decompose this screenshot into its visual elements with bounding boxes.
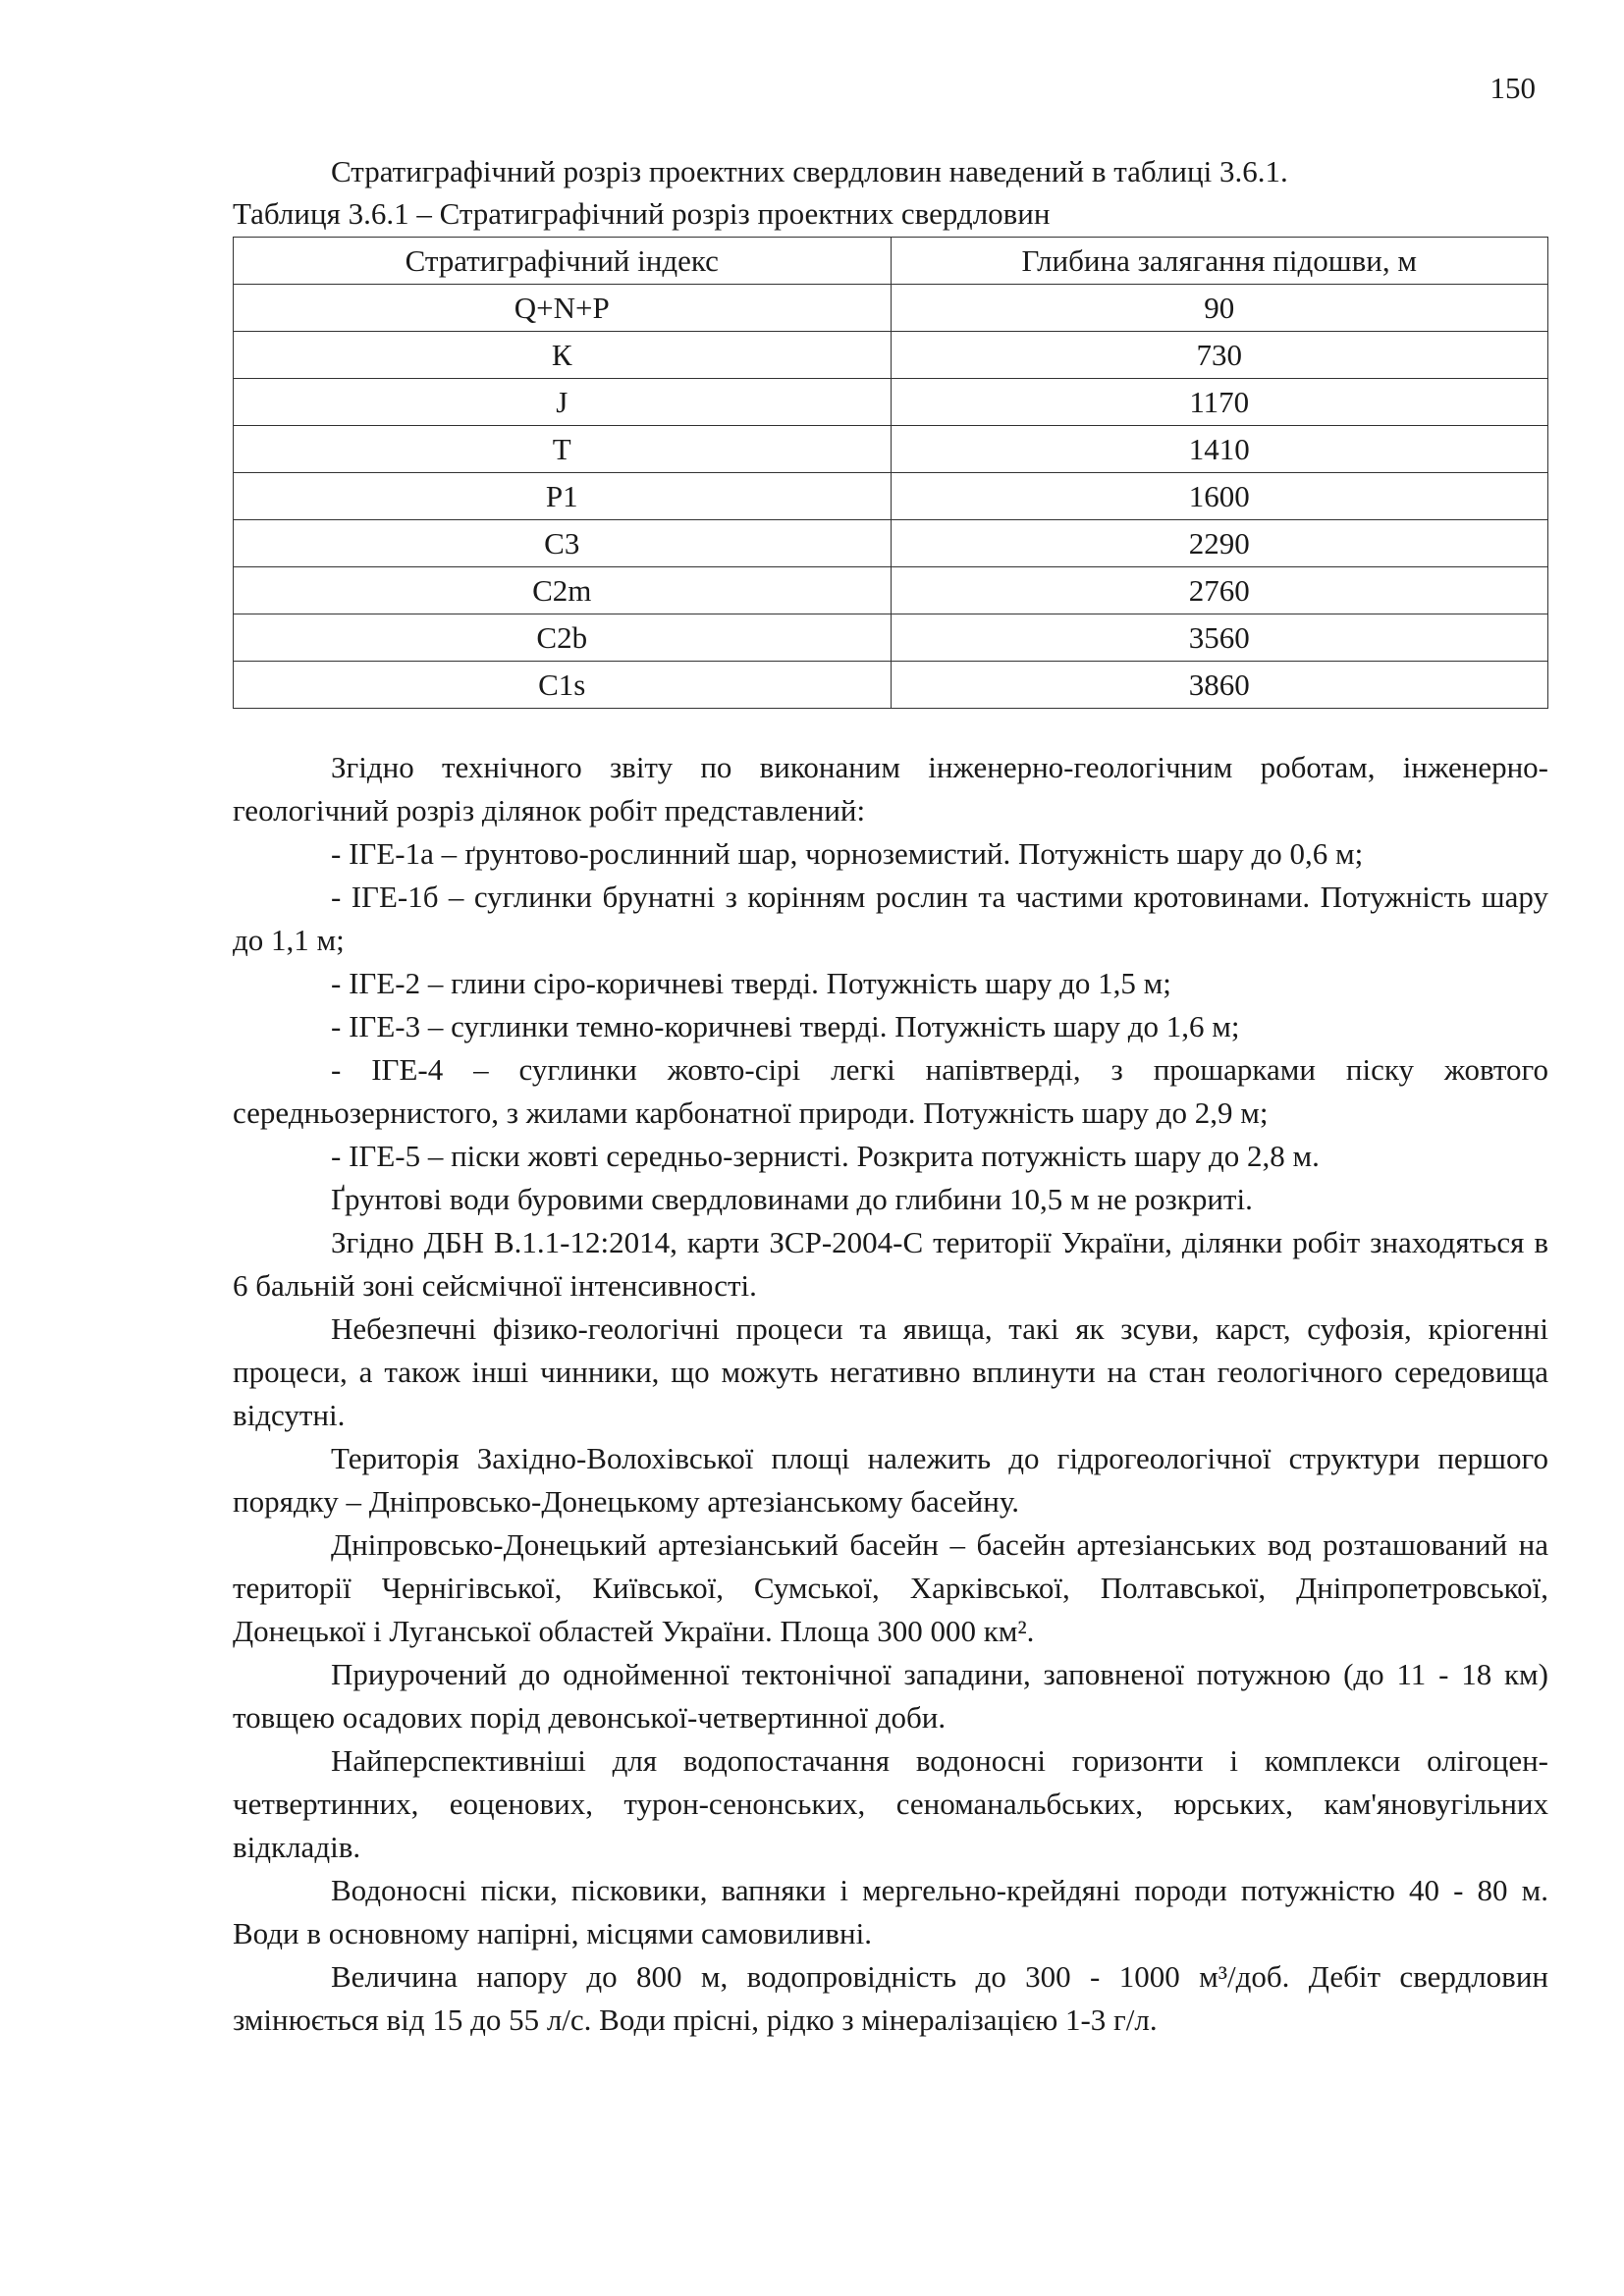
paragraph: Територія Західно-Волохівської площі належить до гідрогеологічної структури першого порядку – Дніпровсько-Донецькому артезіанському басейну. — [233, 1441, 1548, 1519]
cell-depth: 2760 — [891, 567, 1548, 614]
stratigraphy-table — [233, 237, 1548, 709]
paragraph: Ґрунтові води буровими свердловинами до глибини 10,5 м не розкриті. — [331, 1182, 1253, 1216]
intro-sentence: Стратиграфічний розріз проектних свердловин наведений в таблиці 3.6.1. — [331, 154, 1288, 188]
table-row — [234, 332, 1548, 379]
table-row — [234, 379, 1548, 426]
cell-index: Т — [234, 426, 892, 473]
document-body — [233, 150, 1548, 2042]
column-header-index: Стратиграфічний індекс — [234, 238, 892, 285]
table-row — [234, 614, 1548, 662]
paragraph: Величина напору до 800 м, водопровідність до 300 - 1000 м³/доб. Дебіт свердловин змінюється від 15 до 55 л/с. Води прісні, рідко з мінералізацією 1-3 г/л. — [233, 1959, 1548, 2037]
cell-depth: 3560 — [891, 614, 1548, 662]
body-text — [233, 746, 1548, 2042]
cell-index: С2m — [234, 567, 892, 614]
cell-index: Р1 — [234, 473, 892, 520]
cell-depth: 2290 — [891, 520, 1548, 567]
column-header-depth: Глибина залягання підошви, м — [891, 238, 1548, 285]
cell-depth: 1170 — [891, 379, 1548, 426]
cell-depth: 1600 — [891, 473, 1548, 520]
paragraph: Дніпровсько-Донецький артезіанський басейн – басейн артезіанських вод розташований на території Чернігівської, Київської, Сумської, Харківської, Полтавської, Дніпропетровської, Донецької і Луганської областей України. Площа 300 000 км². — [233, 1527, 1548, 1648]
cell-depth: 1410 — [891, 426, 1548, 473]
cell-index: С2b — [234, 614, 892, 662]
layer-list-item: - ІГЕ-1б – суглинки брунатні з корінням рослин та частими кротовинами. Потужність шару до 1,1 м; — [233, 880, 1548, 957]
paragraph: Приурочений до однойменної тектонічної западини, заповненої потужною (до 11 - 18 км) товщею осадових порід девонської-четвертинної доби. — [233, 1657, 1548, 1735]
table-row — [234, 473, 1548, 520]
cell-index: Q+N+P — [234, 285, 892, 332]
layer-list-item: - ІГЕ-1а – ґрунтово-рослинний шар, чорноземистий. Потужність шару до 0,6 м; — [331, 836, 1364, 871]
table-row — [234, 285, 1548, 332]
paragraph: Водоносні піски, пісковики, вапняки і мергельно-крейдяні породи потужністю 40 - 80 м. Води в основному напірні, місцями самовиливні. — [233, 1873, 1548, 1950]
page-number: 150 — [1489, 71, 1536, 105]
paragraph: Небезпечні фізико-геологічні процеси та явища, такі як зсуви, карст, суфозія, кріогенні процеси, а також інші чинники, що можуть негативно вплинути на стан геологічного середовища відсутні. — [233, 1311, 1548, 1432]
layer-list-item: - ІГЕ-3 – суглинки темно-коричневі тверді. Потужність шару до 1,6 м; — [331, 1009, 1240, 1043]
paragraph: Згідно ДБН В.1.1-12:2014, карти ЗСР-2004-С території України, ділянки робіт знаходяться в 6 бальній зоні сейсмічної інтенсивності. — [233, 1225, 1548, 1303]
geology-intro-paragraph: Згідно технічного звіту по виконаним інженерно-геологічним роботам, інженерно-геологічний розріз ділянок робіт представлений: — [233, 750, 1548, 828]
cell-index: С1s — [234, 662, 892, 709]
layer-list-item: - ІГЕ-2 – глини сіро-коричневі тверді. Потужність шару до 1,5 м; — [331, 966, 1171, 1000]
cell-index: К — [234, 332, 892, 379]
table-row — [234, 426, 1548, 473]
table-row — [234, 662, 1548, 709]
cell-depth: 730 — [891, 332, 1548, 379]
cell-index: С3 — [234, 520, 892, 567]
table-row — [234, 567, 1548, 614]
cell-depth: 90 — [891, 285, 1548, 332]
cell-index: J — [234, 379, 892, 426]
table-header-row — [234, 238, 1548, 285]
paragraph: Найперспективніші для водопостачання водоносні горизонти і комплекси олігоцен-четвертинних, еоценових, турон-сенонських, сеноманальбських, юрських, кам'яновугільних відкладів. — [233, 1743, 1548, 1864]
cell-depth: 3860 — [891, 662, 1548, 709]
table-row — [234, 520, 1548, 567]
table-caption: Таблиця 3.6.1 – Стратиграфічний розріз проектних свердловин — [233, 196, 1051, 231]
layer-list-item: - ІГЕ-5 – піски жовті середньо-зернисті. Розкрита потужність шару до 2,8 м. — [331, 1139, 1320, 1173]
layer-list-item: - ІГЕ-4 – суглинки жовто-сірі легкі напівтверді, з прошарками піску жовтого середньозернистого, з жилами карбонатної природи. Потужність шару до 2,9 м; — [233, 1052, 1548, 1130]
